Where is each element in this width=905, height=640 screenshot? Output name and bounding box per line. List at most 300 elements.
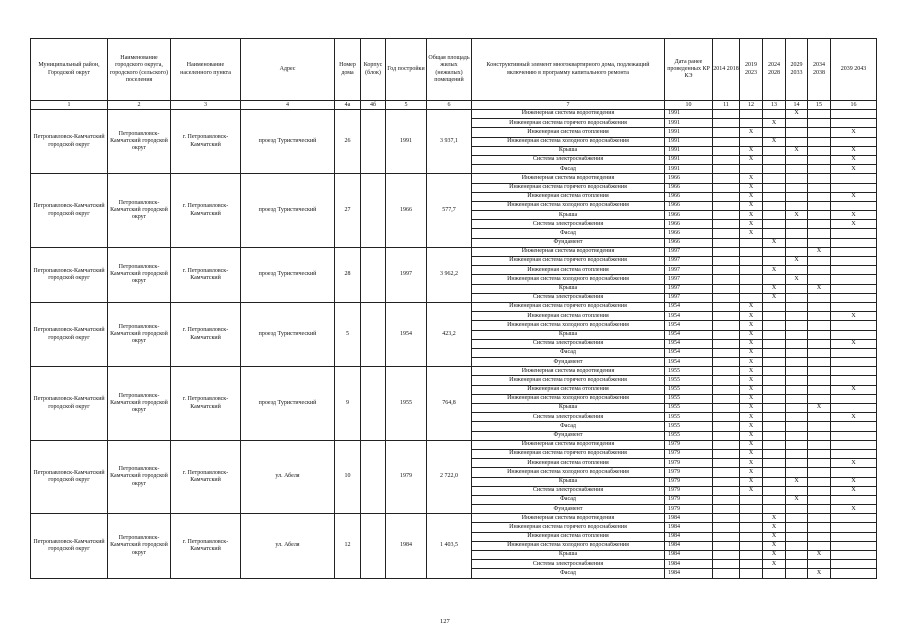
period-mark-cell [786,128,808,137]
address-cell: проезд Туристический [241,247,335,302]
element-name-cell: Инженерная система горячего водоснабжения [472,119,665,128]
period-mark-cell [740,247,763,256]
element-name-cell: Фундамент [472,238,665,247]
period-mark-cell [713,348,740,357]
address-cell: проезд Туристический [241,110,335,174]
period-mark-cell [808,211,831,220]
period-mark-cell [786,523,808,532]
period-mark-cell [763,358,786,367]
period-mark-cell [831,330,877,339]
col-header: Конструктивный элемент многоквартирного дома, подлежащий включению в программу капитального ремонта [472,39,665,101]
period-mark-cell: X [740,394,763,403]
area-cell: 577,7 [427,174,472,248]
period-mark-cell: X [740,128,763,137]
period-mark-cell [763,367,786,376]
element-name-cell: Инженерная система водоотведения [472,247,665,256]
period-mark-cell [713,321,740,330]
period-mark-cell [808,560,831,569]
period-mark-cell: X [740,211,763,220]
period-mark-cell [831,257,877,266]
district-cell: Петропавловск-Камчатский городской округ [31,174,108,248]
period-mark-cell [808,229,831,238]
element-name-cell: Инженерная система водоотведения [472,174,665,183]
period-mark-cell [713,532,740,541]
area-cell: 1 403,5 [427,514,472,578]
period-mark-cell: X [740,486,763,495]
period-mark-cell [713,201,740,210]
repair-date-cell: 1954 [665,312,713,321]
period-mark-cell [786,376,808,385]
period-mark-cell [713,183,740,192]
period-mark-cell [808,532,831,541]
repair-date-cell: 1997 [665,275,713,284]
period-mark-cell [786,551,808,560]
period-mark-cell [831,183,877,192]
period-mark-cell [713,330,740,339]
district-cell: Петропавловск-Камчатский городской округ [31,367,108,441]
block-cell [361,174,386,248]
period-mark-cell: X [831,477,877,486]
repair-date-cell: 1954 [665,321,713,330]
locality-cell: г. Петропавловск-Камчатский [171,440,241,514]
col-number: 2 [108,101,171,110]
period-mark-cell [808,201,831,210]
element-name-cell: Инженерная система отопления [472,459,665,468]
period-mark-cell: X [740,302,763,311]
element-name-cell: Крыша [472,477,665,486]
period-mark-cell [808,192,831,201]
block-cell [361,514,386,578]
period-mark-cell [763,505,786,514]
period-mark-cell: X [740,440,763,449]
repair-date-cell: 1955 [665,367,713,376]
element-name-cell: Инженерная система отопления [472,312,665,321]
period-mark-cell [713,284,740,293]
period-mark-cell: X [740,229,763,238]
element-name-cell: Система электроснабжения [472,413,665,422]
period-mark-cell [786,192,808,201]
header-row [31,39,877,101]
period-mark-cell [786,385,808,394]
element-name-cell: Инженерная система холодного водоснабжения [472,275,665,284]
period-mark-cell [808,422,831,431]
period-mark-cell [808,155,831,164]
period-mark-cell [740,532,763,541]
period-mark-cell: X [740,367,763,376]
repair-date-cell: 1979 [665,505,713,514]
period-mark-cell [808,110,831,119]
period-mark-cell: X [740,330,763,339]
period-mark-cell [808,413,831,422]
period-mark-cell [786,431,808,440]
repair-date-cell: 1955 [665,413,713,422]
element-name-cell: Инженерная система горячего водоснабжения [472,302,665,311]
period-mark-cell [786,422,808,431]
period-mark-cell [808,275,831,284]
period-mark-cell [763,220,786,229]
element-name-cell: Фундамент [472,431,665,440]
element-row [31,302,877,311]
period-mark-cell [763,275,786,284]
period-mark-cell [713,247,740,256]
period-mark-cell [763,247,786,256]
repair-date-cell: 1997 [665,247,713,256]
period-mark-cell [740,238,763,247]
period-mark-cell [763,495,786,504]
repair-date-cell: 1954 [665,302,713,311]
element-name-cell: Система электроснабжения [472,486,665,495]
period-mark-cell [831,238,877,247]
repair-date-cell: 1955 [665,385,713,394]
period-mark-cell: X [786,275,808,284]
settlement-cell: Петропавловск-Камчатский городской округ [108,514,171,578]
period-mark-cell [808,449,831,458]
period-mark-cell [831,110,877,119]
period-mark-cell [786,293,808,302]
period-mark-cell [763,128,786,137]
build-year-cell: 1984 [386,514,427,578]
repair-date-cell: 1966 [665,220,713,229]
period-mark-cell: X [831,220,877,229]
area-cell: 2 722,0 [427,440,472,514]
element-name-cell: Фасад [472,495,665,504]
period-mark-cell: X [740,413,763,422]
period-mark-cell: X [740,431,763,440]
col-number: 10 [665,101,713,110]
period-mark-cell [763,404,786,413]
period-mark-cell [786,358,808,367]
col-number: 7 [472,101,665,110]
address-cell: ул. Абеля [241,514,335,578]
area-cell: 3 937,1 [427,110,472,174]
repair-date-cell: 1955 [665,422,713,431]
period-mark-cell [713,560,740,569]
address-cell: проезд Туристический [241,174,335,248]
settlement-cell: Петропавловск-Камчатский городской округ [108,247,171,302]
period-mark-cell [763,413,786,422]
period-mark-cell [713,385,740,394]
period-mark-cell [740,110,763,119]
period-mark-cell [786,348,808,357]
block-cell [361,367,386,441]
period-mark-cell: X [740,449,763,458]
period-mark-cell [713,229,740,238]
period-mark-cell [831,495,877,504]
period-mark-cell [831,201,877,210]
period-mark-cell: X [786,146,808,155]
period-mark-cell [808,486,831,495]
period-mark-cell: X [763,560,786,569]
period-mark-cell [808,505,831,514]
period-mark-cell: X [740,192,763,201]
element-name-cell: Инженерная система отопления [472,385,665,394]
period-mark-cell [831,266,877,275]
period-mark-cell [763,321,786,330]
repair-date-cell: 1954 [665,348,713,357]
period-mark-cell: X [740,155,763,164]
period-mark-cell: X [763,551,786,560]
repair-date-cell: 1997 [665,257,713,266]
period-mark-cell [786,266,808,275]
period-mark-cell: X [831,486,877,495]
period-mark-cell [808,174,831,183]
area-cell: 764,8 [427,367,472,441]
period-mark-cell [713,192,740,201]
period-mark-cell [713,422,740,431]
period-mark-cell [786,560,808,569]
period-mark-cell [786,541,808,550]
col-header: Наименование населенного пункта [171,39,241,101]
period-mark-cell [763,449,786,458]
repair-date-cell: 1954 [665,358,713,367]
period-mark-cell: X [763,119,786,128]
period-mark-cell [786,174,808,183]
period-mark-cell [808,440,831,449]
period-mark-cell [786,468,808,477]
period-mark-cell [763,376,786,385]
period-mark-cell [786,312,808,321]
period-mark-cell [786,155,808,164]
repair-date-cell: 1991 [665,110,713,119]
repair-date-cell: 1966 [665,229,713,238]
period-mark-cell [763,257,786,266]
period-mark-cell [786,165,808,174]
period-mark-cell [808,119,831,128]
period-mark-cell [713,404,740,413]
period-mark-cell [740,541,763,550]
period-mark-cell [713,119,740,128]
period-mark-cell [831,394,877,403]
period-mark-cell [831,293,877,302]
period-mark-cell [831,468,877,477]
period-mark-cell [808,238,831,247]
period-mark-cell [786,119,808,128]
period-mark-cell [713,155,740,164]
col-number: 5 [386,101,427,110]
period-mark-cell [763,192,786,201]
period-mark-cell [740,505,763,514]
period-mark-cell [713,440,740,449]
period-mark-cell [831,302,877,311]
build-year-cell: 1966 [386,174,427,248]
period-mark-cell [808,495,831,504]
element-name-cell: Инженерная система горячего водоснабжения [472,183,665,192]
house-number-cell: 28 [335,247,361,302]
repair-date-cell: 1991 [665,119,713,128]
period-mark-cell [740,137,763,146]
period-mark-cell [831,532,877,541]
period-mark-cell [713,486,740,495]
period-mark-cell [713,569,740,578]
period-mark-cell [831,551,877,560]
period-mark-cell [763,183,786,192]
register-body [31,110,877,579]
period-mark-cell [786,183,808,192]
build-year-cell: 1997 [386,247,427,302]
period-mark-cell [713,523,740,532]
area-cell: 3 962,2 [427,247,472,302]
period-mark-cell [831,229,877,238]
period-mark-cell [831,247,877,256]
period-mark-cell [786,302,808,311]
period-mark-cell [808,165,831,174]
col-number: 15 [808,101,831,110]
col-header: Наименование городского округа, городского (сельского) поселения [108,39,171,101]
element-name-cell: Инженерная система отопления [472,266,665,275]
period-mark-cell [763,431,786,440]
repair-date-cell: 1984 [665,551,713,560]
address-cell: проезд Туристический [241,302,335,366]
period-mark-cell [786,459,808,468]
block-cell [361,247,386,302]
period-mark-cell [808,394,831,403]
locality-cell: г. Петропавловск-Камчатский [171,110,241,174]
element-name-cell: Фасад [472,229,665,238]
period-mark-cell [831,514,877,523]
area-cell: 423,2 [427,302,472,366]
element-name-cell: Крыша [472,551,665,560]
period-mark-cell [740,551,763,560]
period-header: 2029 2033 [786,39,808,101]
period-mark-cell: X [740,468,763,477]
build-year-cell: 1991 [386,110,427,174]
block-cell [361,302,386,366]
element-name-cell: Крыша [472,284,665,293]
district-cell: Петропавловск-Камчатский городской округ [31,302,108,366]
repair-date-cell: 1966 [665,183,713,192]
locality-cell: г. Петропавловск-Камчатский [171,302,241,366]
col-number: 4а [335,101,361,110]
repair-date-cell: 1984 [665,514,713,523]
period-mark-cell: X [763,293,786,302]
col-number: 16 [831,101,877,110]
period-mark-cell: X [740,459,763,468]
element-name-cell: Инженерная система горячего водоснабжения [472,257,665,266]
element-name-cell: Инженерная система холодного водоснабжения [472,321,665,330]
period-mark-cell [713,468,740,477]
period-mark-cell [831,422,877,431]
period-mark-cell [808,302,831,311]
period-mark-cell [831,376,877,385]
period-mark-cell [831,137,877,146]
period-mark-cell [740,523,763,532]
repair-date-cell: 1984 [665,560,713,569]
period-mark-cell [713,376,740,385]
col-header: Муниципальный район, Городской округ [31,39,108,101]
element-name-cell: Инженерная система холодного водоснабжения [472,394,665,403]
repair-date-cell: 1991 [665,128,713,137]
period-mark-cell [713,165,740,174]
period-mark-cell [713,257,740,266]
period-mark-cell [713,541,740,550]
period-mark-cell [808,477,831,486]
element-name-cell: Система электроснабжения [472,220,665,229]
period-mark-cell: X [831,385,877,394]
element-name-cell: Крыша [472,146,665,155]
element-name-cell: Инженерная система холодного водоснабжения [472,201,665,210]
period-mark-cell [713,477,740,486]
repair-date-cell: 1966 [665,201,713,210]
period-mark-cell [713,110,740,119]
settlement-cell: Петропавловск-Камчатский городской округ [108,110,171,174]
period-mark-cell [786,229,808,238]
period-mark-cell [808,514,831,523]
repair-date-cell: 1966 [665,174,713,183]
col-header: Адрес [241,39,335,101]
period-mark-cell: X [786,257,808,266]
element-name-cell: Система электроснабжения [472,339,665,348]
repair-date-cell: 1979 [665,495,713,504]
col-number: 6 [427,101,472,110]
repair-date-cell: 1991 [665,165,713,174]
period-mark-cell [808,385,831,394]
period-mark-cell [763,146,786,155]
repair-date-cell: 1955 [665,394,713,403]
house-number-cell: 5 [335,302,361,366]
period-mark-cell: X [763,284,786,293]
period-mark-cell: X [831,165,877,174]
period-mark-cell [786,247,808,256]
repair-date-cell: 1955 [665,431,713,440]
period-mark-cell [808,431,831,440]
period-mark-cell [713,449,740,458]
period-mark-cell [740,560,763,569]
locality-cell: г. Петропавловск-Камчатский [171,247,241,302]
repair-date-cell: 1979 [665,468,713,477]
settlement-cell: Петропавловск-Камчатский городской округ [108,367,171,441]
period-mark-cell: X [740,477,763,486]
period-mark-cell [786,404,808,413]
district-cell: Петропавловск-Камчатский городской округ [31,440,108,514]
settlement-cell: Петропавловск-Камчатский городской округ [108,440,171,514]
period-mark-cell [740,266,763,275]
repair-date-cell: 1966 [665,192,713,201]
element-name-cell: Инженерная система холодного водоснабжения [472,541,665,550]
period-mark-cell [740,495,763,504]
period-mark-cell [808,321,831,330]
repair-date-cell: 1991 [665,155,713,164]
period-mark-cell: X [740,321,763,330]
period-mark-cell [740,569,763,578]
house-number-cell: 12 [335,514,361,578]
period-mark-cell [786,330,808,339]
repair-date-cell: 1997 [665,266,713,275]
repair-date-cell: 1979 [665,440,713,449]
period-mark-cell [786,449,808,458]
element-name-cell: Инженерная система водоотведения [472,110,665,119]
period-mark-cell [808,266,831,275]
period-mark-cell [786,137,808,146]
period-mark-cell: X [740,385,763,394]
period-mark-cell: X [831,155,877,164]
house-number-cell: 26 [335,110,361,174]
element-name-cell: Фасад [472,165,665,174]
locality-cell: г. Петропавловск-Камчатский [171,367,241,441]
period-mark-cell [713,275,740,284]
period-mark-cell [713,431,740,440]
element-name-cell: Инженерная система отопления [472,192,665,201]
period-header: 2024 2028 [763,39,786,101]
repair-date-cell: 1984 [665,532,713,541]
period-mark-cell [831,560,877,569]
repair-date-cell: 1966 [665,238,713,247]
period-mark-cell: X [831,459,877,468]
period-mark-cell [713,339,740,348]
col-number: 4 [241,101,335,110]
period-mark-cell [713,394,740,403]
page-number: 127 [440,618,450,625]
period-mark-cell [831,348,877,357]
